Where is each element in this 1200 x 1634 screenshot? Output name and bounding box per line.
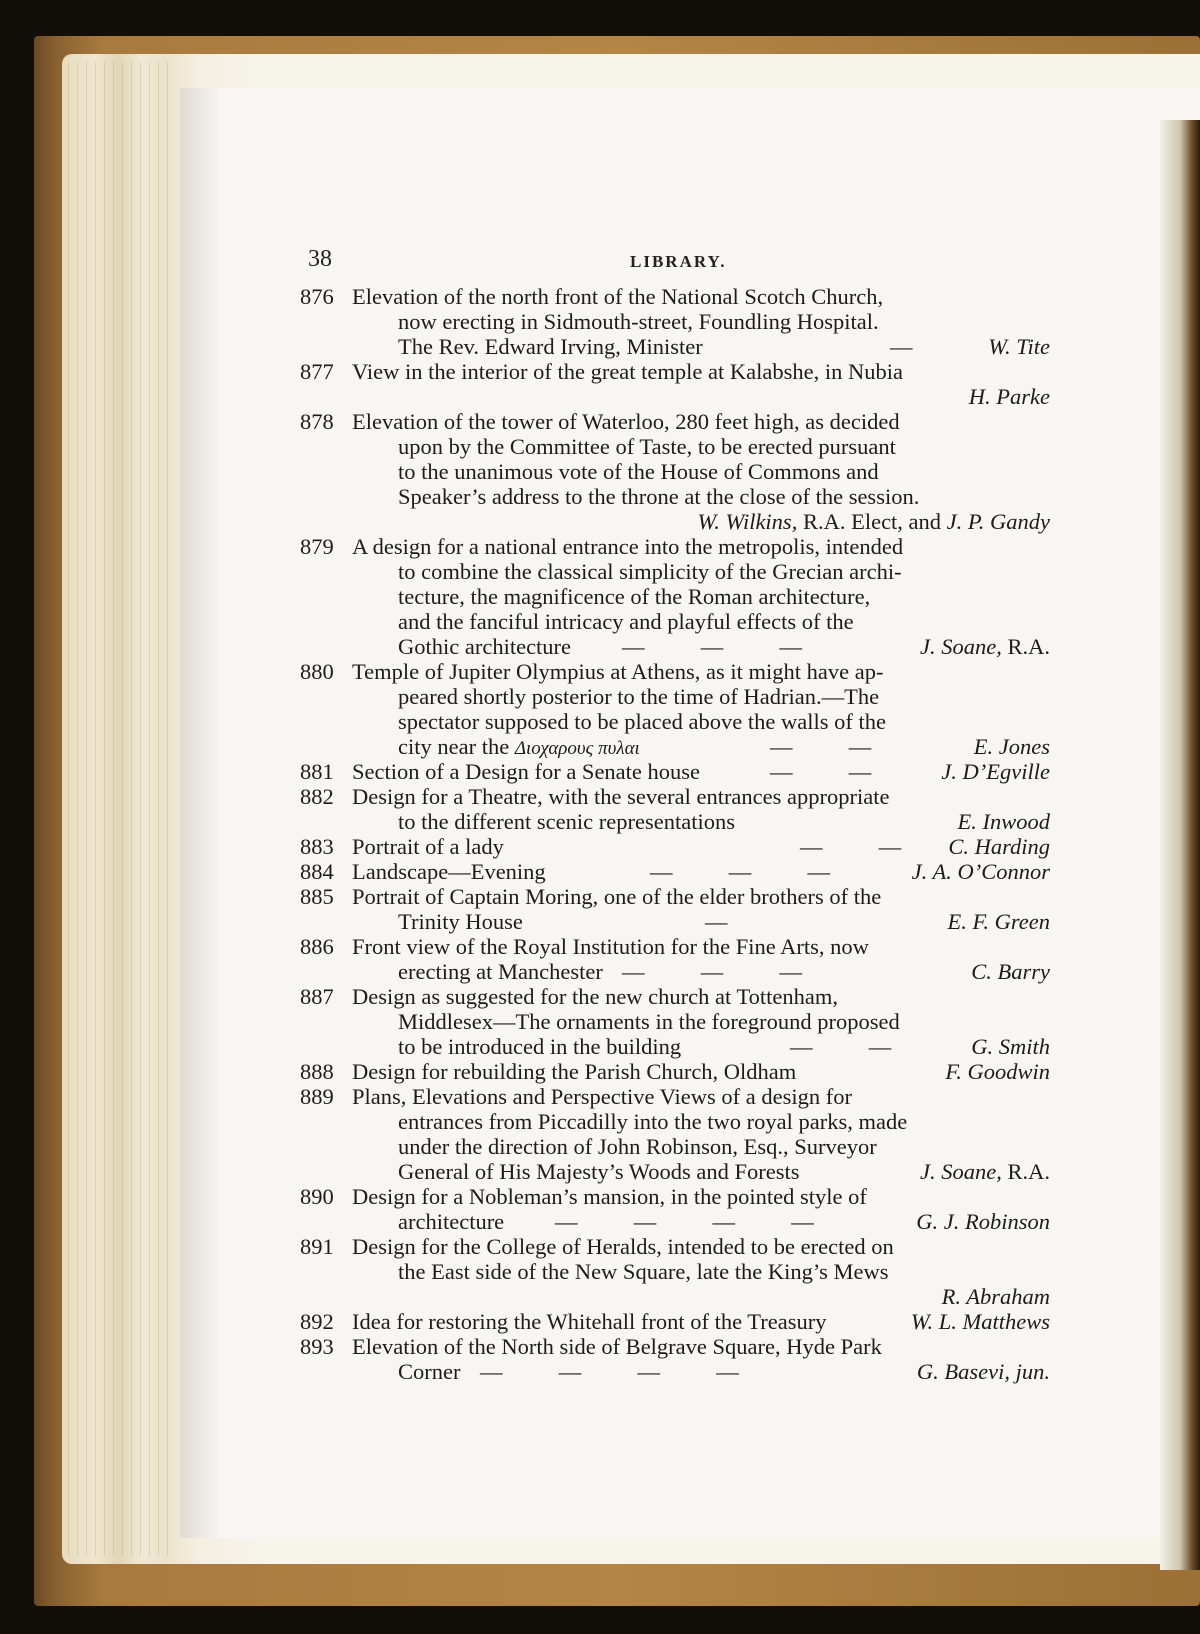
entry-text: to the different scenic representations <box>398 809 735 834</box>
entry-text: Design for rebuilding the Parish Church, Oldham <box>352 1059 797 1084</box>
entry-text: Elevation of the tower of Waterloo, 280 feet high, as decided <box>352 409 900 434</box>
entry-879-line-3 <box>300 584 1060 609</box>
gutter-shadow <box>180 88 220 1538</box>
entry-885-line-1 <box>300 884 1060 909</box>
entry-number: 891 <box>300 1234 334 1259</box>
entry-number: 893 <box>300 1334 334 1359</box>
entry-883-line-1 <box>300 834 1060 859</box>
entry-number: 885 <box>300 884 334 909</box>
entry-879-line-5 <box>300 634 1060 659</box>
entry-884-line-1 <box>300 859 1060 884</box>
entry-number: 877 <box>300 359 334 384</box>
leader-dashes: — — — — <box>480 1359 739 1384</box>
leader-dashes: — — — — <box>555 1209 814 1234</box>
leader-dashes: — — <box>770 734 872 759</box>
entry-artist: J. D’Egville <box>941 759 1050 784</box>
leader-dashes: — — — <box>650 859 830 884</box>
entry-number: 879 <box>300 534 334 559</box>
entry-text: to be introduced in the building <box>398 1034 682 1059</box>
catalogue-entries <box>300 284 1060 1384</box>
entry-number: 886 <box>300 934 334 959</box>
entry-877-line-1 <box>300 359 1060 384</box>
entry-text: Portrait of a lady <box>352 834 504 859</box>
entry-text: Temple of Jupiter Olympius at Athens, as it might have ap- <box>352 659 884 684</box>
entry-text: Portrait of Captain Moring, one of the elder brothers of the <box>352 884 882 909</box>
entry-text: Middlesex—The ornaments in the foreground proposed <box>398 1009 900 1034</box>
entry-artist: E. Inwood <box>957 809 1050 834</box>
entry-text: now erecting in Sidmouth-street, Foundling Hospital. <box>398 309 879 334</box>
entry-891-line-2 <box>300 1259 1060 1284</box>
page-right-edge <box>1160 120 1200 1570</box>
entry-number: 878 <box>300 409 334 434</box>
entry-text: Design as suggested for the new church at Tottenham, <box>352 984 839 1009</box>
entry-artist: J. Soane, R.A. <box>920 1159 1050 1184</box>
leader-dashes: — — <box>800 834 902 859</box>
entry-artist: H. Parke <box>968 384 1050 409</box>
leader-dashes: — — — <box>622 959 802 984</box>
entry-artist: W. L. Matthews <box>910 1309 1050 1334</box>
entry-text: city near the Διοχαρους πυλαι <box>398 734 640 759</box>
entry-885-line-2 <box>300 909 1060 934</box>
entry-889-line-4 <box>300 1159 1060 1184</box>
entry-880-line-4 <box>300 734 1060 759</box>
entry-number: 876 <box>300 284 334 309</box>
leader-dashes: — — — <box>622 634 802 659</box>
entry-artist: J. Soane, R.A. <box>920 634 1050 659</box>
leader-dashes: — <box>890 334 913 359</box>
entry-number: 883 <box>300 834 334 859</box>
entry-876-line-1 <box>300 284 1060 309</box>
entry-880-line-2 <box>300 684 1060 709</box>
entry-number: 882 <box>300 784 334 809</box>
entry-artist: J. A. O’Connor <box>911 859 1050 884</box>
entry-number: 889 <box>300 1084 334 1109</box>
entry-888-line-1 <box>300 1059 1060 1084</box>
entry-artist: E. Jones <box>973 734 1050 759</box>
entry-879-line-2 <box>300 559 1060 584</box>
entry-text: to combine the classical simplicity of the Grecian archi- <box>398 559 902 584</box>
entry-number: 884 <box>300 859 334 884</box>
entry-text: Landscape—Evening <box>352 859 546 884</box>
entry-number: 890 <box>300 1184 334 1209</box>
entry-text: Front view of the Royal Institution for the Fine Arts, now <box>352 934 869 959</box>
entry-text: Design for a Theatre, with the several entrances appropriate <box>352 784 890 809</box>
entry-880-line-1 <box>300 659 1060 684</box>
entry-artist: E. F. Green <box>947 909 1050 934</box>
entry-text: architecture <box>398 1209 505 1234</box>
entry-text: to the unanimous vote of the House of Commons and <box>398 459 879 484</box>
entry-891-line-1 <box>300 1234 1060 1259</box>
entry-878-line-1 <box>300 409 1060 434</box>
entry-artist: G. Smith <box>971 1034 1050 1059</box>
entry-887-line-1 <box>300 984 1060 1009</box>
entry-879-line-1 <box>300 534 1060 559</box>
entry-890-line-2 <box>300 1209 1060 1234</box>
entry-text: and the fanciful intricacy and playful effects of the <box>398 609 854 634</box>
entry-891-line-3 <box>300 1284 1060 1309</box>
leader-dashes: — <box>705 909 728 934</box>
entry-879-line-4 <box>300 609 1060 634</box>
entry-889-line-2 <box>300 1109 1060 1134</box>
entry-text: Corner <box>398 1359 461 1384</box>
entry-text: Elevation of the north front of the National Scotch Church, <box>352 284 884 309</box>
greek-phrase: Διοχαρους πυλαι <box>514 738 640 759</box>
entry-text: Design for a Nobleman’s mansion, in the pointed style of <box>352 1184 867 1209</box>
entry-878-line-3 <box>300 459 1060 484</box>
entry-text: entrances from Piccadilly into the two royal parks, made <box>398 1109 908 1134</box>
entry-882-line-1 <box>300 784 1060 809</box>
entry-877-line-2 <box>300 384 1060 409</box>
entry-text: Idea for restoring the Whitehall front of the Treasury <box>352 1309 827 1334</box>
entry-878-line-4 <box>300 484 1060 509</box>
entry-text: peared shortly posterior to the time of Hadrian.—The <box>398 684 880 709</box>
entry-number: 881 <box>300 759 334 784</box>
entry-artist: C. Barry <box>971 959 1050 984</box>
entry-artist: G. Basevi, jun. <box>916 1359 1050 1384</box>
entry-text: Plans, Elevations and Perspective Views of a design for <box>352 1084 852 1109</box>
page-number: 38 <box>308 246 332 272</box>
entry-text: Gothic architecture <box>398 634 572 659</box>
entry-893-line-2 <box>300 1359 1060 1384</box>
entry-artist: F. Goodwin <box>945 1059 1050 1084</box>
entry-text: tecture, the magnificence of the Roman architecture, <box>398 584 871 609</box>
entry-893-line-1 <box>300 1334 1060 1359</box>
entry-text: the East side of the New Square, late the King’s Mews <box>398 1259 889 1284</box>
entry-881-line-1 <box>300 759 1060 784</box>
entry-text: Design for the College of Heralds, intended to be erected on <box>352 1234 894 1259</box>
entry-882-line-2 <box>300 809 1060 834</box>
running-head: LIBRARY. <box>630 252 727 271</box>
entry-text: View in the interior of the great temple at Kalabshe, in Nubia <box>352 359 903 384</box>
entry-artist: W. Tite <box>988 334 1050 359</box>
entry-number: 892 <box>300 1309 334 1334</box>
entry-text: A design for a national entrance into the metropolis, intended <box>352 534 904 559</box>
entry-artist: C. Harding <box>948 834 1050 859</box>
entry-890-line-1 <box>300 1184 1060 1209</box>
entry-878-line-5 <box>300 509 1060 534</box>
entry-text: Elevation of the North side of Belgrave Square, Hyde Park <box>352 1334 882 1359</box>
entry-892-line-1 <box>300 1309 1060 1334</box>
entry-889-line-3 <box>300 1134 1060 1159</box>
entry-876-line-2 <box>300 309 1060 334</box>
leader-dashes: — — <box>790 1034 892 1059</box>
entry-886-line-1 <box>300 934 1060 959</box>
entry-text: spectator supposed to be placed above the walls of the <box>398 709 886 734</box>
entry-text: Trinity House <box>398 909 523 934</box>
entry-889-line-1 <box>300 1084 1060 1109</box>
entry-886-line-2 <box>300 959 1060 984</box>
entry-text: upon by the Committee of Taste, to be erected pursuant <box>398 434 896 459</box>
leader-dashes: — — <box>770 759 872 784</box>
entry-artist: G. J. Robinson <box>916 1209 1050 1234</box>
entry-text: erecting at Manchester <box>398 959 603 984</box>
entry-text: General of His Majesty’s Woods and Forests <box>398 1159 800 1184</box>
entry-878-line-2 <box>300 434 1060 459</box>
entry-876-line-3 <box>300 334 1060 359</box>
entry-text: The Rev. Edward Irving, Minister <box>398 334 703 359</box>
entry-text: under the direction of John Robinson, Esq., Surveyor <box>398 1134 877 1159</box>
entry-number: 887 <box>300 984 334 1009</box>
entry-text: Section of a Design for a Senate house <box>352 759 701 784</box>
entry-887-line-2 <box>300 1009 1060 1034</box>
entry-880-line-3 <box>300 709 1060 734</box>
entry-artist: W. Wilkins, R.A. Elect, and J. P. Gandy <box>697 509 1050 534</box>
entry-number: 888 <box>300 1059 334 1084</box>
entry-text: Speaker’s address to the throne at the close of the session. <box>398 484 920 509</box>
entry-number: 880 <box>300 659 334 684</box>
entry-887-line-3 <box>300 1034 1060 1059</box>
entry-artist: R. Abraham <box>941 1284 1050 1309</box>
